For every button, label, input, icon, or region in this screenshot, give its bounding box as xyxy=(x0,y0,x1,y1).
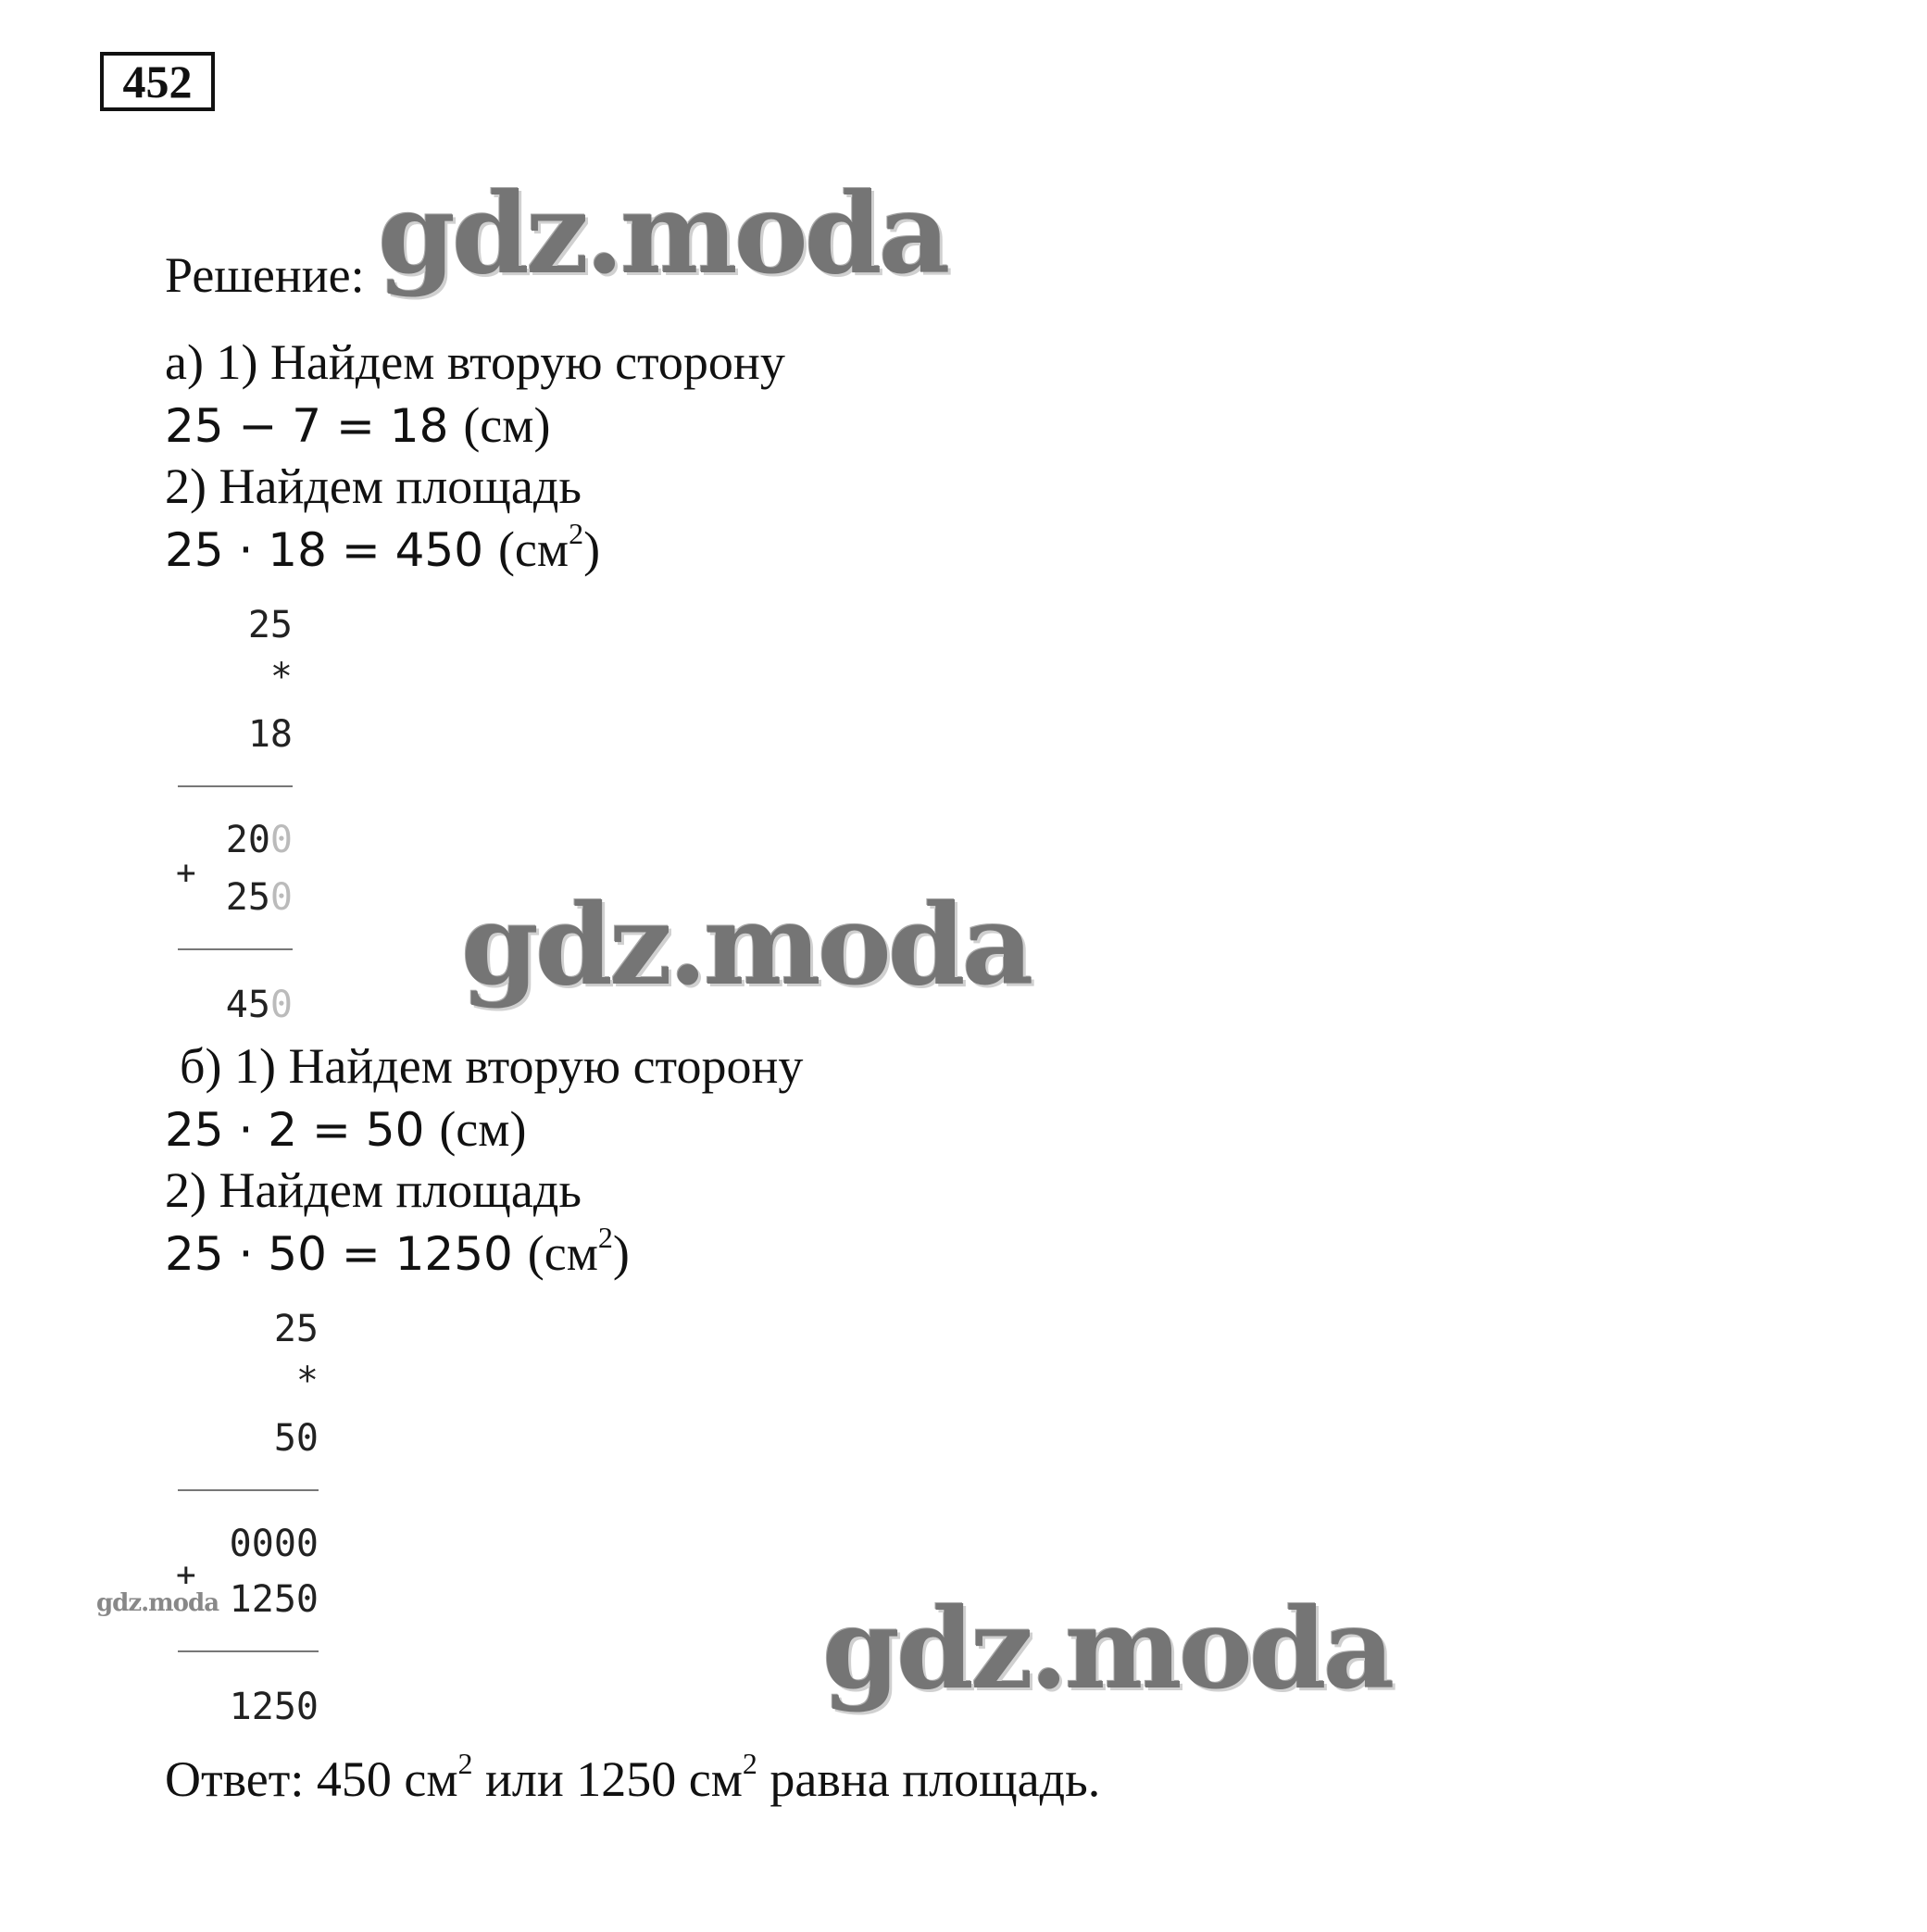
problem-number: 452 xyxy=(100,52,215,111)
part-a-step1-equation xyxy=(165,396,550,454)
watermark-small: gdz.moda xyxy=(96,1589,219,1617)
part-b-step2-unit-sup: 2 xyxy=(597,1221,613,1254)
part-b-step1-title: б) 1) Найдем вторую сторону xyxy=(180,1038,804,1094)
answer-prefix: Ответ: 450 см xyxy=(165,1751,458,1807)
col-a-rule-2 xyxy=(178,948,293,950)
answer-sup-1: 2 xyxy=(457,1747,473,1780)
col-b-op: * xyxy=(295,1360,319,1402)
part-a-step1-unit: (см) xyxy=(463,397,551,453)
watermark-top: gdz.moda xyxy=(378,169,947,299)
col-a-partial2: 250 xyxy=(225,876,293,919)
watermark-bottom: gdz.moda xyxy=(822,1584,1392,1714)
answer-sup-2: 2 xyxy=(742,1747,757,1780)
part-b-step1-expr: 25 · 2 = 50 xyxy=(165,1103,425,1157)
part-a-step1-title: а) 1) Найдем вторую сторону xyxy=(165,334,785,390)
col-b-rule-2 xyxy=(178,1650,319,1652)
col-b-partial1: 0000 xyxy=(229,1523,319,1565)
part-a-step2-expr: 25 · 18 = 450 xyxy=(165,523,484,577)
part-b-step2-title: 2) Найдем площадь xyxy=(165,1162,582,1218)
col-b-top: 25 xyxy=(273,1308,319,1350)
part-b-step2-equation xyxy=(165,1221,630,1282)
col-a-plus: + xyxy=(176,854,196,892)
col-b-bottom: 50 xyxy=(273,1417,319,1460)
answer-suffix: равна площадь. xyxy=(757,1751,1101,1807)
part-a-step2-unit-sup: 2 xyxy=(569,517,584,550)
col-a-top: 25 xyxy=(247,604,293,646)
part-b-step1-unit: (см) xyxy=(439,1101,527,1157)
answer-middle: или 1250 см xyxy=(472,1751,743,1807)
answer xyxy=(165,1747,1101,1808)
col-b-rule-1 xyxy=(178,1489,319,1491)
col-a-bottom: 18 xyxy=(247,713,293,756)
col-b-result: 1250 xyxy=(229,1686,319,1728)
part-b-step1-equation xyxy=(165,1100,526,1158)
col-b-plus: + xyxy=(176,1556,196,1594)
part-a-step2-unit: (см xyxy=(497,521,569,577)
part-a-step2-unit-close: ) xyxy=(583,521,601,577)
part-a-step2-equation xyxy=(165,517,601,578)
watermark-middle: gdz.moda xyxy=(461,880,1031,1010)
part-b-step2-expr: 25 · 50 = 1250 xyxy=(165,1227,513,1281)
col-b-partial2: 1250 xyxy=(229,1578,319,1621)
part-b-step2-unit-close: ) xyxy=(612,1225,630,1281)
part-a-step2-title: 2) Найдем площадь xyxy=(165,458,582,514)
part-b-step2-unit: (см xyxy=(527,1225,598,1281)
col-a-op: * xyxy=(269,656,293,698)
solution-label: Решение: xyxy=(165,247,365,303)
part-a-step1-expr: 25 − 7 = 18 xyxy=(165,399,449,453)
col-a-result: 450 xyxy=(225,984,293,1026)
col-a-partial1: 200 xyxy=(225,819,293,861)
col-a-rule-1 xyxy=(178,785,293,787)
